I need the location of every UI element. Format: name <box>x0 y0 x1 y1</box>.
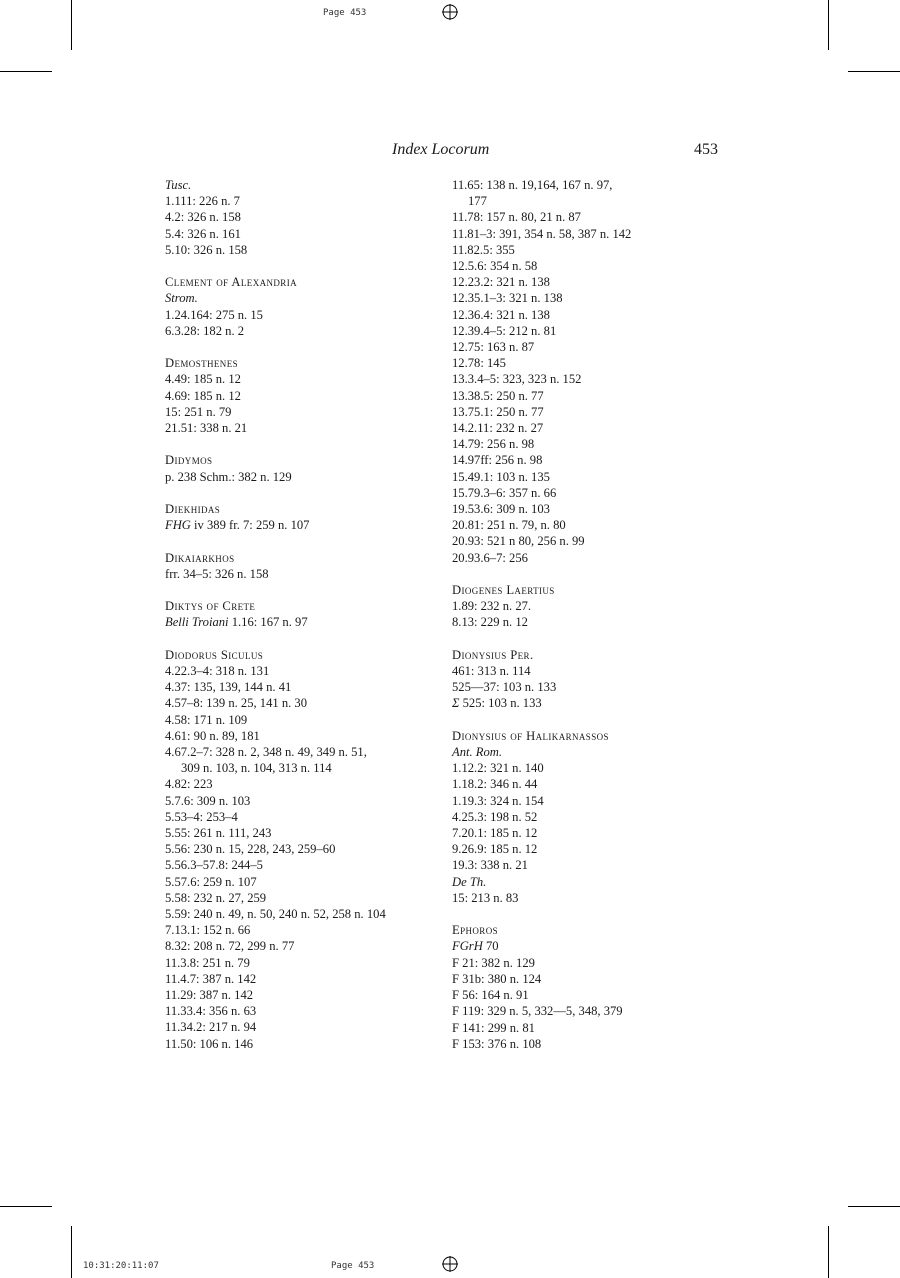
registration-mark-bottom-icon <box>442 1256 458 1272</box>
index-entry: 4.67.2–7: 328 n. 2, 348 n. 49, 349 n. 51, <box>165 745 367 759</box>
index-entry: 12.78: 145 <box>452 356 506 371</box>
crop-mark-bottom-left-vertical <box>71 1226 72 1278</box>
index-entry: 15: 251 n. 79 <box>165 404 232 419</box>
index-entry: FGrH 70 <box>452 939 499 954</box>
index-entry-continued: 177 <box>468 194 487 209</box>
index-entry: 1.19.3: 324 n. 154 <box>452 793 544 808</box>
index-entry: 5.55: 261 n. 111, 243 <box>165 826 272 841</box>
index-entry: 5.59: 240 n. 49, n. 50, 240 n. 52, 258 n. 104 <box>165 907 386 922</box>
index-entry: frr. 34–5: 326 n. 158 <box>165 566 269 581</box>
index-entry: 5.56: 230 n. 15, 228, 243, 259–60 <box>165 842 336 857</box>
index-entry: 4.69: 185 n. 12 <box>165 388 241 403</box>
index-entry: 5.53–4: 253–4 <box>165 809 238 824</box>
index-entry: 5.10: 326 n. 158 <box>165 242 248 257</box>
index-entry: 1.24.164: 275 n. 15 <box>165 307 263 322</box>
spacer <box>452 631 752 647</box>
index-entry: 11.4.7: 387 n. 142 <box>165 971 257 986</box>
index-entry: 14.97ff: 256 n. 98 <box>452 453 543 468</box>
index-entry: 15: 213 n. 83 <box>452 890 519 905</box>
index-entry: 4.49: 185 n. 12 <box>165 372 241 387</box>
index-entry: 7.13.1: 152 n. 66 <box>165 923 251 938</box>
index-entry: 4.82: 223 <box>165 777 213 792</box>
index-entry: 4.61: 90 n. 89, 181 <box>165 728 260 743</box>
index-entry: 11.82.5: 355 <box>452 242 515 257</box>
index-entry: 19.3: 338 n. 21 <box>452 858 528 873</box>
index-entry: 9.26.9: 185 n. 12 <box>452 842 538 857</box>
index-entry: F 21: 382 n. 129 <box>452 955 535 970</box>
spacer <box>165 631 440 647</box>
index-entry: 1.111: 226 n. 7 <box>165 194 240 209</box>
index-entry: p. 238 Schm.: 382 n. 129 <box>165 469 292 484</box>
index-entry: 13.75.1: 250 n. 77 <box>452 404 544 419</box>
index-column-left <box>165 177 440 1052</box>
spacer <box>452 566 752 582</box>
index-entry: 21.51: 338 n. 21 <box>165 421 248 436</box>
index-entry: 7.20.1: 185 n. 12 <box>452 826 538 841</box>
index-entry: 8.13: 229 n. 12 <box>452 615 528 630</box>
index-entry: 8.32: 208 n. 72, 299 n. 77 <box>165 939 295 954</box>
bottom-timestamp: 10:31:20:11:07 <box>83 1261 159 1271</box>
index-entry: 4.2: 326 n. 158 <box>165 210 241 225</box>
index-entry: 19.53.6: 309 n. 103 <box>452 502 550 517</box>
index-entry: FHG iv 389 fr. 7: 259 n. 107 <box>165 518 310 533</box>
index-entry: F 56: 164 n. 91 <box>452 988 529 1003</box>
crop-mark-top-right-vertical <box>828 0 829 50</box>
registration-mark-top-icon <box>442 4 458 20</box>
index-entry: Σ 525: 103 n. 133 <box>452 696 542 711</box>
index-entry: 5.7.6: 309 n. 103 <box>165 793 251 808</box>
index-entry: Belli Troiani 1.16: 167 n. 97 <box>165 615 308 630</box>
index-entry: 11.65: 138 n. 19,164, 167 n. 97, <box>452 178 613 192</box>
index-entry: 14.79: 256 n. 98 <box>452 437 535 452</box>
index-entry: 11.3.8: 251 n. 79 <box>165 955 250 970</box>
index-entry: 1.18.2: 346 n. 44 <box>452 777 538 792</box>
top-page-label: Page 453 <box>323 8 367 18</box>
index-subheading: De Th. <box>452 874 487 889</box>
crop-mark-top-right-horizontal <box>848 71 900 72</box>
index-entry: 15.79.3–6: 357 n. 66 <box>452 485 557 500</box>
index-entry: 11.81–3: 391, 354 n. 58, 387 n. 142 <box>452 226 632 241</box>
index-entry: 5.58: 232 n. 27, 259 <box>165 890 267 905</box>
index-entry: 12.35.1–3: 321 n. 138 <box>452 291 563 306</box>
index-entry: 11.50: 106 n. 146 <box>165 1036 254 1051</box>
index-entry: 20.81: 251 n. 79, n. 80 <box>452 518 566 533</box>
index-entry: 1.12.2: 321 n. 140 <box>452 761 544 776</box>
index-entry: 11.78: 157 n. 80, 21 n. 87 <box>452 210 581 225</box>
index-entry-continued: 309 n. 103, n. 104, 313 n. 114 <box>181 761 332 776</box>
index-entry: 5.4: 326 n. 161 <box>165 226 241 241</box>
index-entry: 4.22.3–4: 318 n. 131 <box>165 663 270 678</box>
index-entry: F 119: 329 n. 5, 332—5, 348, 379 <box>452 1004 623 1019</box>
crop-mark-top-left-vertical <box>71 0 72 50</box>
index-entry: 12.5.6: 354 n. 58 <box>452 259 538 274</box>
index-author-heading: Dikaiarkhos <box>165 550 235 565</box>
index-entry: 5.57.6: 259 n. 107 <box>165 874 257 889</box>
index-entry: 12.39.4–5: 212 n. 81 <box>452 323 557 338</box>
index-author-heading: Clement of Alexandria <box>165 275 297 290</box>
index-entry: 5.56.3–57.8: 244–5 <box>165 858 263 873</box>
index-author-heading: Diekhidas <box>165 502 221 516</box>
index-entry: 11.34.2: 217 n. 94 <box>165 1020 257 1035</box>
index-author-heading: Diogenes Laertius <box>452 583 555 598</box>
index-author-heading: Ephoros <box>452 923 499 938</box>
index-entry: 11.29: 387 n. 142 <box>165 988 254 1003</box>
index-subheading: Tusc. <box>165 178 192 192</box>
index-entry: F 31b: 380 n. 124 <box>452 971 542 986</box>
bottom-page-label: Page 453 <box>331 1261 375 1271</box>
crop-mark-bottom-right-vertical <box>828 1226 829 1278</box>
spacer <box>165 436 440 452</box>
index-entry: 12.36.4: 321 n. 138 <box>452 307 550 322</box>
index-entry: 14.2.11: 232 n. 27 <box>452 421 544 436</box>
index-entry: F 153: 376 n. 108 <box>452 1036 542 1051</box>
index-column-right <box>452 177 752 1052</box>
index-author-heading: Diodorus Siculus <box>165 647 264 662</box>
crop-mark-bottom-left-horizontal <box>0 1206 52 1207</box>
index-entry: 4.37: 135, 139, 144 n. 41 <box>165 680 292 695</box>
index-author-heading: Demosthenes <box>165 356 238 371</box>
index-entry: 20.93: 521 n 80, 256 n. 99 <box>452 534 585 549</box>
crop-mark-bottom-right-horizontal <box>848 1206 900 1207</box>
index-entry: 12.75: 163 n. 87 <box>452 340 535 355</box>
index-subheading: Ant. Rom. <box>452 745 503 760</box>
running-title: Index Locorum <box>392 141 490 158</box>
page-number: 453 <box>694 141 718 158</box>
index-entry: 20.93.6–7: 256 <box>452 550 528 565</box>
spacer <box>165 258 440 274</box>
index-entry: F 141: 299 n. 81 <box>452 1020 535 1035</box>
index-entry: 4.58: 171 n. 109 <box>165 712 248 727</box>
index-entry: 461: 313 n. 114 <box>452 664 531 679</box>
spacer <box>452 906 752 922</box>
index-entry: 13.38.5: 250 n. 77 <box>452 388 544 403</box>
index-entry: 4.25.3: 198 n. 52 <box>452 809 538 824</box>
spacer <box>165 582 440 598</box>
index-author-heading: Dionysius Per. <box>452 647 534 662</box>
index-subheading: Strom. <box>165 291 198 306</box>
index-author-heading: Diktys of Crete <box>165 599 256 614</box>
index-entry: 6.3.28: 182 n. 2 <box>165 323 245 338</box>
index-author-heading: Dionysius of Halikarnassos <box>452 728 609 743</box>
index-entry: 4.57–8: 139 n. 25, 141 n. 30 <box>165 696 308 711</box>
index-entry: 1.89: 232 n. 27. <box>452 599 532 614</box>
crop-mark-top-left-horizontal <box>0 71 52 72</box>
index-entry: 525—37: 103 n. 133 <box>452 680 557 695</box>
spacer <box>165 339 440 355</box>
index-entry: 11.33.4: 356 n. 63 <box>165 1004 257 1019</box>
index-entry: 13.3.4–5: 323, 323 n. 152 <box>452 372 582 387</box>
index-entry: 15.49.1: 103 n. 135 <box>452 469 550 484</box>
spacer <box>165 485 440 501</box>
spacer <box>452 712 752 728</box>
index-entry: 12.23.2: 321 n. 138 <box>452 275 550 290</box>
spacer <box>165 533 440 549</box>
index-author-heading: Didymos <box>165 453 213 468</box>
